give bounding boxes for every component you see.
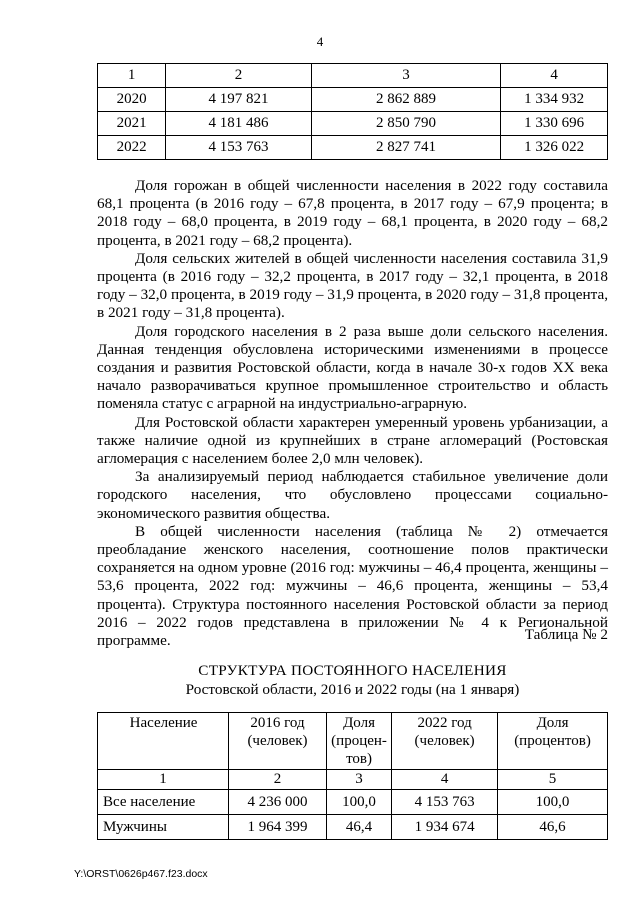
body-text <box>97 177 608 650</box>
table-row <box>98 88 608 112</box>
table-header-row <box>98 713 608 770</box>
table-cell: 2022 <box>98 136 166 160</box>
paragraph: Доля сельских жителей в общей численности населения составила 31,9 процента (в 2016 году – 32,2 процента, в 2017 году – 32,1 процента, в 2018 году – 32,0 процента, в 2019 году – 31,9 процента, в 2020 году – 31,8 процента, в 2021 году – 31,8 процента). <box>97 249 608 322</box>
table-cell: 1 326 022 <box>501 136 608 160</box>
table-cell: 100,0 <box>498 790 608 815</box>
table-cell: 4 <box>392 770 498 790</box>
table-cell: 46,4 <box>326 815 391 840</box>
table-cell: 2 862 889 <box>311 88 500 112</box>
table-cell: 1 934 674 <box>392 815 498 840</box>
file-path-footer: Y:\ORST\0626p467.f23.docx <box>74 868 208 880</box>
table-cell: 100,0 <box>326 790 391 815</box>
table-header-cell: Население <box>98 713 229 770</box>
paragraph: Доля городского населения в 2 раза выше доли сельского населения. Данная тенденция обусловлена историческими изменениями в процессе создания и развития Ростовской области, когда в начале 30-х годов XX века начало разворачиваться крупное промышленное строительство и область поменяла статус с аграрной на индустриально-аграрную. <box>97 322 608 413</box>
table-cell: 1 330 696 <box>501 112 608 136</box>
table-title: СТРУКТУРА ПОСТОЯННОГО НАСЕЛЕНИЯ <box>198 662 507 679</box>
table-cell: 3 <box>311 64 500 88</box>
population-structure-table <box>97 712 608 840</box>
table-cell: 4 153 763 <box>392 790 498 815</box>
table-cell: 4 153 763 <box>166 136 312 160</box>
table-cell: 2 <box>166 64 312 88</box>
table-row <box>98 136 608 160</box>
table-header-cell: 2022 год (человек) <box>392 713 498 770</box>
table-row <box>98 112 608 136</box>
table-cell: 3 <box>326 770 391 790</box>
paragraph: За анализируемый период наблюдается стабильное увеличение доли городского населения, что обусловлено процессами социально-экономического развития общества. <box>97 468 608 522</box>
table-cell: 4 181 486 <box>166 112 312 136</box>
paragraph: Доля горожан в общей численности населения в 2022 году составила 68,1 процента (в 2016 году – 67,8 процента, в 2017 году – 67,9 процента; в 2018 году – 68,0 процента, в 2019 году – 68,1 процента, в 2020 году – 68,2 процента, в 2021 году – 68,2 процента). <box>97 177 608 249</box>
table-cell: 2020 <box>98 88 166 112</box>
table-number-row <box>98 770 608 790</box>
table-subtitle: Ростовской области, 2016 и 2022 годы (на 1 января) <box>185 681 520 698</box>
table-cell: Мужчины <box>98 815 229 840</box>
table-cell: 2021 <box>98 112 166 136</box>
table-cell: 4 197 821 <box>166 88 312 112</box>
population-table-continued <box>97 63 608 160</box>
table-cell: 2 <box>229 770 327 790</box>
table-cell: 46,6 <box>498 815 608 840</box>
table-cell: 4 <box>501 64 608 88</box>
table-cell: Все население <box>98 790 229 815</box>
table-row <box>98 815 608 840</box>
table-caption: Таблица № 2 <box>524 626 608 643</box>
table-cell: 5 <box>498 770 608 790</box>
table-header-cell: Доля (процентов) <box>498 713 608 770</box>
table-cell: 1 <box>98 64 166 88</box>
table-cell: 1 <box>98 770 229 790</box>
table-cell: 2 850 790 <box>311 112 500 136</box>
table-cell: 1 334 932 <box>501 88 608 112</box>
paragraph: Для Ростовской области характерен умеренный уровень урбанизации, а также наличие одной из крупнейших в стране агломераций (Ростовская агломерация с населением более 2,0 млн человек). <box>97 413 608 468</box>
table-cell: 1 964 399 <box>229 815 327 840</box>
table-cell: 2 827 741 <box>311 136 500 160</box>
table-cell: 4 236 000 <box>229 790 327 815</box>
table-header-cell: 2016 год (человек) <box>229 713 327 770</box>
paragraph: В общей численности населения (таблица № 2) отмечается преобладание женского населения, соотношение полов практически сохраняется на одном уровне (2016 год: мужчины – 46,4 процента, женщины – 53,6 процента, 2022 год: мужчины – 46,6 процента, женщины – 53,4 процента). Структура постоянного населения Ростовской области за период 2016 – 2022 годов представлена в приложении № 4 к Региональной программе. <box>97 522 608 650</box>
table-row <box>98 790 608 815</box>
page-number: 4 <box>316 34 324 49</box>
table-header-row <box>98 64 608 88</box>
table-header-cell: Доля (процен- тов) <box>326 713 391 770</box>
